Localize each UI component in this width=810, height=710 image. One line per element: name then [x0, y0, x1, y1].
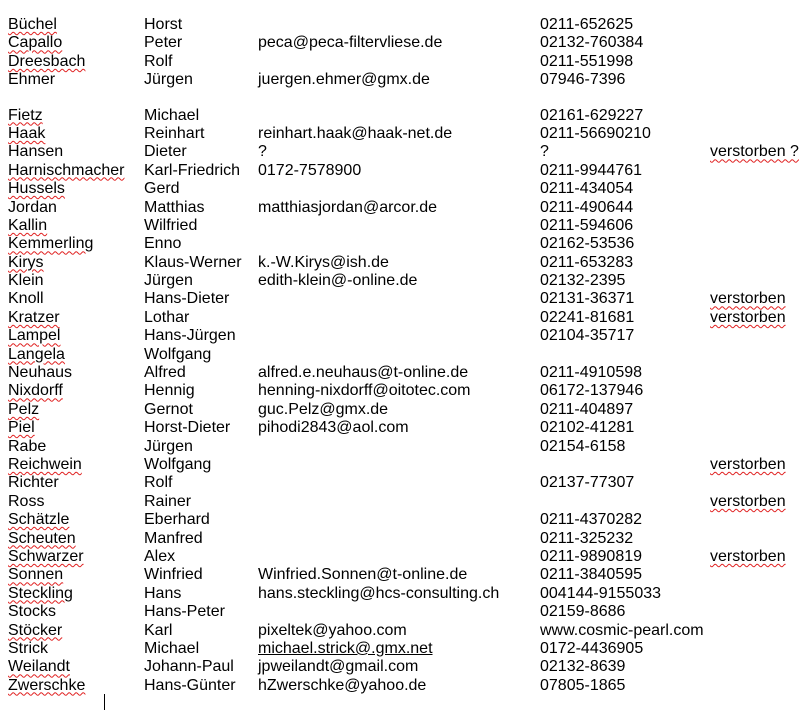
phone-cell: 0211-325232 — [540, 529, 634, 547]
table-row — [0, 199, 810, 217]
table-row — [0, 107, 810, 125]
table-row — [0, 585, 810, 603]
table-row — [0, 658, 810, 676]
table-row — [0, 474, 810, 492]
last-name-cell: Capallo — [8, 34, 63, 52]
last-name-cell: Dreesbach — [8, 52, 86, 70]
note-cell: verstorben — [710, 308, 786, 326]
first-name-cell: Eberhard — [144, 511, 210, 529]
table-row — [0, 180, 810, 198]
email-cell: hans.steckling@hcs-consulting.ch — [258, 584, 500, 602]
table-row — [0, 71, 810, 89]
last-name-cell: Haak — [8, 124, 46, 142]
phone-cell: 02132-8639 — [540, 658, 626, 676]
last-name-cell: Kemmerling — [8, 235, 94, 253]
first-name-cell: Enno — [144, 235, 182, 253]
last-name-cell: Reichwein — [8, 455, 82, 473]
table-row — [0, 677, 810, 695]
email-cell: 0172-7578900 — [258, 161, 362, 179]
first-name-cell: Hennig — [144, 382, 195, 400]
first-name-cell: Wolfgang — [144, 345, 212, 363]
note-cell: verstorben — [710, 492, 786, 510]
first-name-cell: Jürgen — [144, 272, 193, 290]
table-row — [0, 272, 810, 290]
email-cell: pixeltek@yahoo.com — [258, 621, 407, 639]
table-row — [0, 603, 810, 621]
first-name-cell: Alex — [144, 547, 176, 565]
table-row — [0, 493, 810, 511]
phone-cell: 0211-4370282 — [540, 511, 643, 529]
last-name-cell: Neuhaus — [8, 364, 73, 382]
last-name-cell: Schwarzer — [8, 547, 84, 565]
first-name-cell: Karl-Friedrich — [144, 161, 241, 179]
note-cell: verstorben — [710, 290, 786, 308]
last-name-cell: Pelz — [8, 400, 40, 418]
table-row — [0, 290, 810, 308]
note-cell: verstorben — [710, 547, 786, 565]
note-cell: verstorben — [710, 455, 786, 473]
first-name-cell: Hans — [144, 584, 182, 602]
phone-cell: 0172-4436905 — [540, 639, 644, 657]
first-name-cell: Peter — [144, 34, 183, 52]
first-name-cell: Hans-Jürgen — [144, 327, 236, 345]
last-name-cell: Nixdorff — [8, 382, 63, 400]
phone-cell: 0211-653283 — [540, 253, 634, 271]
first-name-cell: Rolf — [144, 474, 173, 492]
table-row — [0, 254, 810, 272]
table-row — [0, 309, 810, 327]
phone-cell: 02154-6158 — [540, 437, 626, 455]
phone-cell: 0211-9890819 — [540, 547, 643, 565]
email-cell: guc.Pelz@gmx.de — [258, 400, 389, 418]
phone-cell: 004144-9155033 — [540, 584, 662, 602]
table-row — [0, 511, 810, 529]
first-name-cell: Wolfgang — [144, 455, 212, 473]
phone-cell: 0211-594606 — [540, 216, 634, 234]
table-row — [0, 401, 810, 419]
table-row — [0, 640, 810, 658]
first-name-cell: Manfred — [144, 529, 203, 547]
last-name-cell: Piel — [8, 419, 35, 437]
table-row — [0, 53, 810, 71]
first-name-cell: Johann-Paul — [144, 658, 234, 676]
last-name-cell: Sonnen — [8, 566, 64, 584]
first-name-cell: Rainer — [144, 492, 192, 510]
last-name-cell: Zwerschke — [8, 676, 86, 694]
phone-cell: www.cosmic-pearl.com — [540, 621, 704, 639]
phone-cell: ? — [540, 143, 549, 161]
phone-cell: 02161-629227 — [540, 106, 644, 124]
table-row — [0, 530, 810, 548]
table-row — [0, 622, 810, 640]
last-name-cell: Ross — [8, 492, 45, 510]
email-cell: hZwerschke@yahoo.de — [258, 676, 427, 694]
table-row — [0, 217, 810, 235]
email-cell: matthiasjordan@arcor.de — [258, 198, 437, 216]
email-cell: ? — [258, 143, 267, 161]
phone-cell: 02131-36371 — [540, 290, 635, 308]
last-name-cell: Schätzle — [8, 511, 70, 529]
first-name-cell: Horst-Dieter — [144, 419, 231, 437]
email-cell: reinhart.haak@haak-net.de — [258, 124, 453, 142]
first-name-cell: Hans-Günter — [144, 676, 236, 694]
first-name-cell: Michael — [144, 639, 200, 657]
phone-cell: 0211-56690210 — [540, 124, 651, 142]
last-name-cell: Klein — [8, 272, 44, 290]
phone-cell: 0211-4910598 — [540, 364, 643, 382]
email-cell: edith-klein@-online.de — [258, 272, 418, 290]
email-cell: henning-nixdorff@oitotec.com — [258, 382, 471, 400]
first-name-cell: Hans-Peter — [144, 603, 225, 621]
phone-cell: 02241-81681 — [540, 308, 635, 326]
table-row — [0, 364, 810, 382]
first-name-cell: Rolf — [144, 52, 173, 70]
last-name-cell: Knoll — [8, 290, 44, 308]
table-row — [0, 382, 810, 400]
phone-cell: 0211-551998 — [540, 52, 634, 70]
last-name-cell: Hansen — [8, 143, 64, 161]
last-name-cell: Lampel — [8, 327, 61, 345]
phone-cell: 0211-404897 — [540, 400, 634, 418]
phone-cell: 02102-41281 — [540, 419, 635, 437]
email-cell: k.-W.Kirys@ish.de — [258, 253, 389, 271]
phone-cell: 0211-3840595 — [540, 566, 643, 584]
first-name-cell: Klaus-Werner — [144, 253, 242, 271]
last-name-cell: Stocks — [8, 603, 57, 621]
email-cell: peca@peca-filtervliese.de — [258, 34, 443, 52]
last-name-cell: Steckling — [8, 584, 73, 602]
last-name-cell: Jordan — [8, 198, 57, 216]
phone-cell: 07805-1865 — [540, 676, 626, 694]
last-name-cell: Kallin — [8, 216, 48, 234]
last-name-cell: Kratzer — [8, 308, 60, 326]
first-name-cell: Michael — [144, 106, 200, 124]
last-name-cell: Richter — [8, 474, 59, 492]
text-cursor — [104, 694, 105, 710]
last-name-cell: Hussels — [8, 180, 65, 198]
last-name-cell: Strick — [8, 639, 48, 657]
last-name-cell: Büchel — [8, 16, 57, 33]
last-name-cell: Scheuten — [8, 529, 76, 547]
table-row — [0, 419, 810, 437]
table-row — [0, 235, 810, 253]
phone-cell: 0211-9944761 — [540, 161, 643, 179]
last-name-cell: Stöcker — [8, 621, 63, 639]
phone-cell: 02162-53536 — [540, 235, 635, 253]
phone-cell: 02159-8686 — [540, 603, 626, 621]
first-name-cell: Horst — [144, 16, 183, 33]
last-name-cell: Harnischmacher — [8, 161, 125, 179]
first-name-cell: Dieter — [144, 143, 187, 161]
phone-cell: 02137-77307 — [540, 474, 635, 492]
email-cell: jpweilandt@gmail.com — [258, 658, 419, 676]
table-row — [0, 566, 810, 584]
first-name-cell: Winfried — [144, 566, 203, 584]
table-row — [0, 327, 810, 345]
first-name-cell: Hans-Dieter — [144, 290, 230, 308]
table-row — [0, 34, 810, 52]
phone-cell: 02132-760384 — [540, 34, 644, 52]
first-name-cell: Reinhart — [144, 124, 205, 142]
first-name-cell: Matthias — [144, 198, 205, 216]
phone-cell: 0211-490644 — [540, 198, 634, 216]
table-row — [0, 346, 810, 364]
last-name-cell: Kirys — [8, 253, 44, 271]
email-cell: alfred.e.neuhaus@t-online.de — [258, 364, 469, 382]
last-name-cell: Rabe — [8, 437, 47, 455]
first-name-cell: Karl — [144, 621, 173, 639]
first-name-cell: Jürgen — [144, 437, 193, 455]
last-name-cell: Weilandt — [8, 658, 70, 676]
last-name-cell: Ehmer — [8, 71, 56, 89]
table-row — [0, 456, 810, 474]
table-row — [0, 16, 810, 34]
email-cell: Winfried.Sonnen@t-online.de — [258, 566, 468, 584]
first-name-cell: Gerd — [144, 180, 180, 198]
table-row — [0, 438, 810, 456]
table-row — [0, 162, 810, 180]
phone-cell: 02132-2395 — [540, 272, 626, 290]
phone-cell: 07946-7396 — [540, 71, 626, 89]
contact-list — [0, 16, 810, 695]
phone-cell: 0211-652625 — [540, 16, 634, 33]
email-cell: juergen.ehmer@gmx.de — [258, 71, 430, 89]
first-name-cell: Lothar — [144, 308, 190, 326]
phone-cell: 02104-35717 — [540, 327, 635, 345]
first-name-cell: Gernot — [144, 400, 193, 418]
table-row — [0, 548, 810, 566]
phone-cell: 0211-434054 — [540, 180, 634, 198]
first-name-cell: Jürgen — [144, 71, 193, 89]
note-cell: verstorben ? — [710, 143, 799, 161]
table-row — [0, 125, 810, 143]
table-row — [0, 143, 810, 161]
email-cell: pihodi2843@aol.com — [258, 419, 409, 437]
last-name-cell: Fietz — [8, 106, 43, 124]
phone-cell: 06172-137946 — [540, 382, 644, 400]
last-name-cell: Langela — [8, 345, 65, 363]
email-cell[interactable]: michael.strick@.gmx.net — [258, 639, 433, 657]
first-name-cell: Alfred — [144, 364, 186, 382]
first-name-cell: Wilfried — [144, 216, 198, 234]
